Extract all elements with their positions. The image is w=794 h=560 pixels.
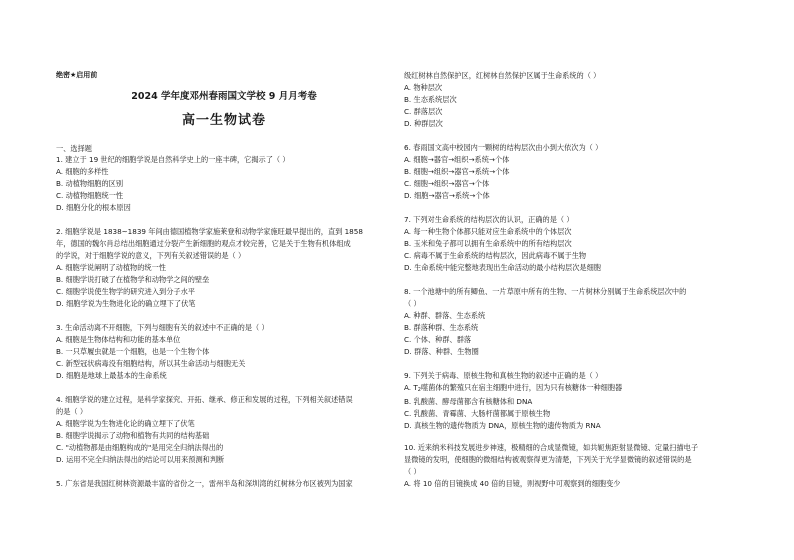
option-b: B. 乳酸菌、酵母菌都含有核糖体和 DNA bbox=[404, 397, 533, 406]
option-d: D. 种群层次 bbox=[404, 119, 443, 128]
option-c: C. 细胞→组织→器官→个体 bbox=[404, 179, 490, 188]
option-d: D. 细胞学说为生物进化论的确立埋下了伏笔 bbox=[56, 299, 196, 308]
question-stem: 4. 细胞学说的建立过程，是科学家探究、开拓、继承、修正和发展的过程，下列相关叙述错误 bbox=[56, 395, 353, 404]
question-stem: （ ） bbox=[404, 299, 421, 308]
option-c: C. 乳酸菌、青霉菌、大肠杆菌都属于原核生物 bbox=[404, 409, 551, 418]
option-a: A. 每一种生物个体都只能对应生命系统中的个体层次 bbox=[404, 227, 572, 236]
option-d: D. 生命系统中能完整地表现出生命活动的最小结构层次是细胞 bbox=[404, 263, 601, 272]
option-b: B. 细胞学说打破了在植物学和动物学之间的壁垒 bbox=[56, 275, 210, 284]
option-a: A. 细胞学说为生物进化论的确立埋下了伏笔 bbox=[56, 419, 195, 428]
question-stem: 3. 生命活动离不开细胞，下列与细胞有关的叙述中不正确的是（ ） bbox=[56, 323, 269, 332]
question-8 bbox=[404, 286, 740, 358]
option-c: C. 群落层次 bbox=[404, 107, 443, 116]
question-stem: 10. 近来纳米科技发展进步神速，极精细的合成显微镜，如共轭焦距射显微镜、定量扫描电子 bbox=[404, 443, 699, 452]
option-c: C. 新型冠状病毒没有细胞结构，所以其生命活动与细胞无关 bbox=[56, 359, 246, 368]
subscript: 2 bbox=[417, 387, 421, 393]
option-c: C. 细胞学说使生物学的研究进入到分子水平 bbox=[56, 287, 195, 296]
question-7 bbox=[404, 214, 740, 274]
question-3 bbox=[56, 322, 392, 382]
option-c: C. 病毒不属于生命系统的结构层次，因此病毒不属于生物 bbox=[404, 251, 587, 260]
option-a: A. 细胞学说阐明了动植物的统一性 bbox=[56, 263, 166, 272]
question-stem: 7. 下列对生命系统的结构层次的认识，正确的是（ ） bbox=[404, 215, 574, 224]
option-b: B. 一只草履虫就是一个细胞，也是一个生物个体 bbox=[56, 347, 210, 356]
question-stem: 的是（ ） bbox=[56, 407, 88, 416]
question-stem: 年，德国的魏尔肖总结出细胞通过分裂产生新细胞的观点才较完善，它是关于生物有机体组成 bbox=[56, 239, 351, 248]
question-5 bbox=[56, 478, 392, 490]
option-d: D. 细胞是地球上最基本的生命系统 bbox=[56, 371, 167, 380]
option-b: B. 细胞学说揭示了动物和植物有共同的结构基础 bbox=[56, 431, 210, 440]
exam-title: 2024 学年度邓州春雨国文学校 9 月月考卷 bbox=[131, 91, 317, 102]
option-c: C. 个体、种群、群落 bbox=[404, 335, 472, 344]
section-heading: 一、选择题 bbox=[56, 144, 92, 153]
question-stem: 的学说，对于细胞学说的意义，下列有关叙述错误的是（ ） bbox=[56, 251, 246, 260]
question-9 bbox=[404, 370, 740, 432]
option-b: B. 细胞→组织→器官→系统→个体 bbox=[404, 167, 510, 176]
option-a: A. 细胞是生物体结构和功能的基本单位 bbox=[56, 335, 181, 344]
option-d: D. 真核生物的遗传物质为 DNA，原核生物的遗传物质为 RNA bbox=[404, 421, 601, 430]
option-d: D. 细胞→器官→系统→个体 bbox=[404, 191, 490, 200]
option-c: C. 动植物细胞统一性 bbox=[56, 191, 124, 200]
option-a: A. 细胞的多样性 bbox=[56, 167, 109, 176]
question-stem: 6. 春雨国文高中校园内一颗树的结构层次由小到大依次为（ ） bbox=[404, 143, 603, 152]
question-stem: 2. 细胞学说是 1838~1839 年间由德国植物学家施莱登和动物学家施旺最早提出的，直到 1858 bbox=[56, 227, 363, 236]
option-c: C. "动植物都是由细胞构成的"是用完全归纳法得出的 bbox=[56, 443, 224, 452]
option-b: B. 玉米和兔子都可以拥有生命系统中的所有结构层次 bbox=[404, 239, 572, 248]
option-b: B. 生态系统层次 bbox=[404, 95, 457, 104]
question-stem: 9. 下列关于病毒、原核生物和真核生物的叙述中正确的是（ ） bbox=[404, 371, 603, 380]
question-4 bbox=[56, 394, 392, 466]
question-stem: 显微镜的发明，使细胞的微细结构被观察得更为清楚，下列关于光学显微镜的叙述错误的是 bbox=[404, 455, 692, 464]
question-stem: 1. 建立于 19 世纪的细胞学说是自然科学史上的一座丰碑，它揭示了（ ） bbox=[56, 155, 290, 164]
exam-subtitle: 高一生物试卷 bbox=[181, 113, 266, 128]
option-d: D. 群落、种群、生物圈 bbox=[404, 347, 479, 356]
question-6 bbox=[404, 142, 740, 202]
question-stem: 5. 广东省是我国红树林资源最丰富的省份之一，雷州半岛和深圳湾的红树林分布区被列为国家 bbox=[56, 479, 353, 488]
option-a: A. 将 10 倍的目镜换成 40 倍的目镜，则视野中可观察到的细胞变少 bbox=[404, 479, 621, 488]
question-10 bbox=[404, 442, 740, 490]
option-b: B. 动植物细胞的区别 bbox=[56, 179, 124, 188]
option-d: D. 运用不完全归纳法得出的结论可以用来预测和判断 bbox=[56, 455, 225, 464]
option-a: A. $T_2$噬菌体的繁殖只在宿主细胞中进行，因为只有核糖体一种细胞器 bbox=[404, 383, 623, 393]
question-stem: （ ） bbox=[404, 467, 421, 476]
question-5-continued bbox=[404, 70, 740, 130]
option-a: A. 物种层次 bbox=[404, 83, 443, 92]
question-stem: 级红树林自然保护区，红树林自然保护区属于生命系统的（ ） bbox=[404, 71, 601, 80]
option-d: D. 细胞分化的根本原因 bbox=[56, 203, 131, 212]
question-2 bbox=[56, 226, 392, 310]
secret-label: 绝密★启用前 bbox=[56, 71, 98, 79]
question-stem: 8. 一个池塘中的所有鲫鱼、一片草原中所有的生物、一片树林分别属于生命系统层次中的 bbox=[404, 287, 687, 296]
option-a: A. 种群、群落、生态系统 bbox=[404, 311, 486, 320]
question-1 bbox=[56, 154, 392, 214]
option-a: A. 细胞→器官→组织→系统→个体 bbox=[404, 155, 510, 164]
option-b: B. 群落种群、生态系统 bbox=[404, 323, 479, 332]
